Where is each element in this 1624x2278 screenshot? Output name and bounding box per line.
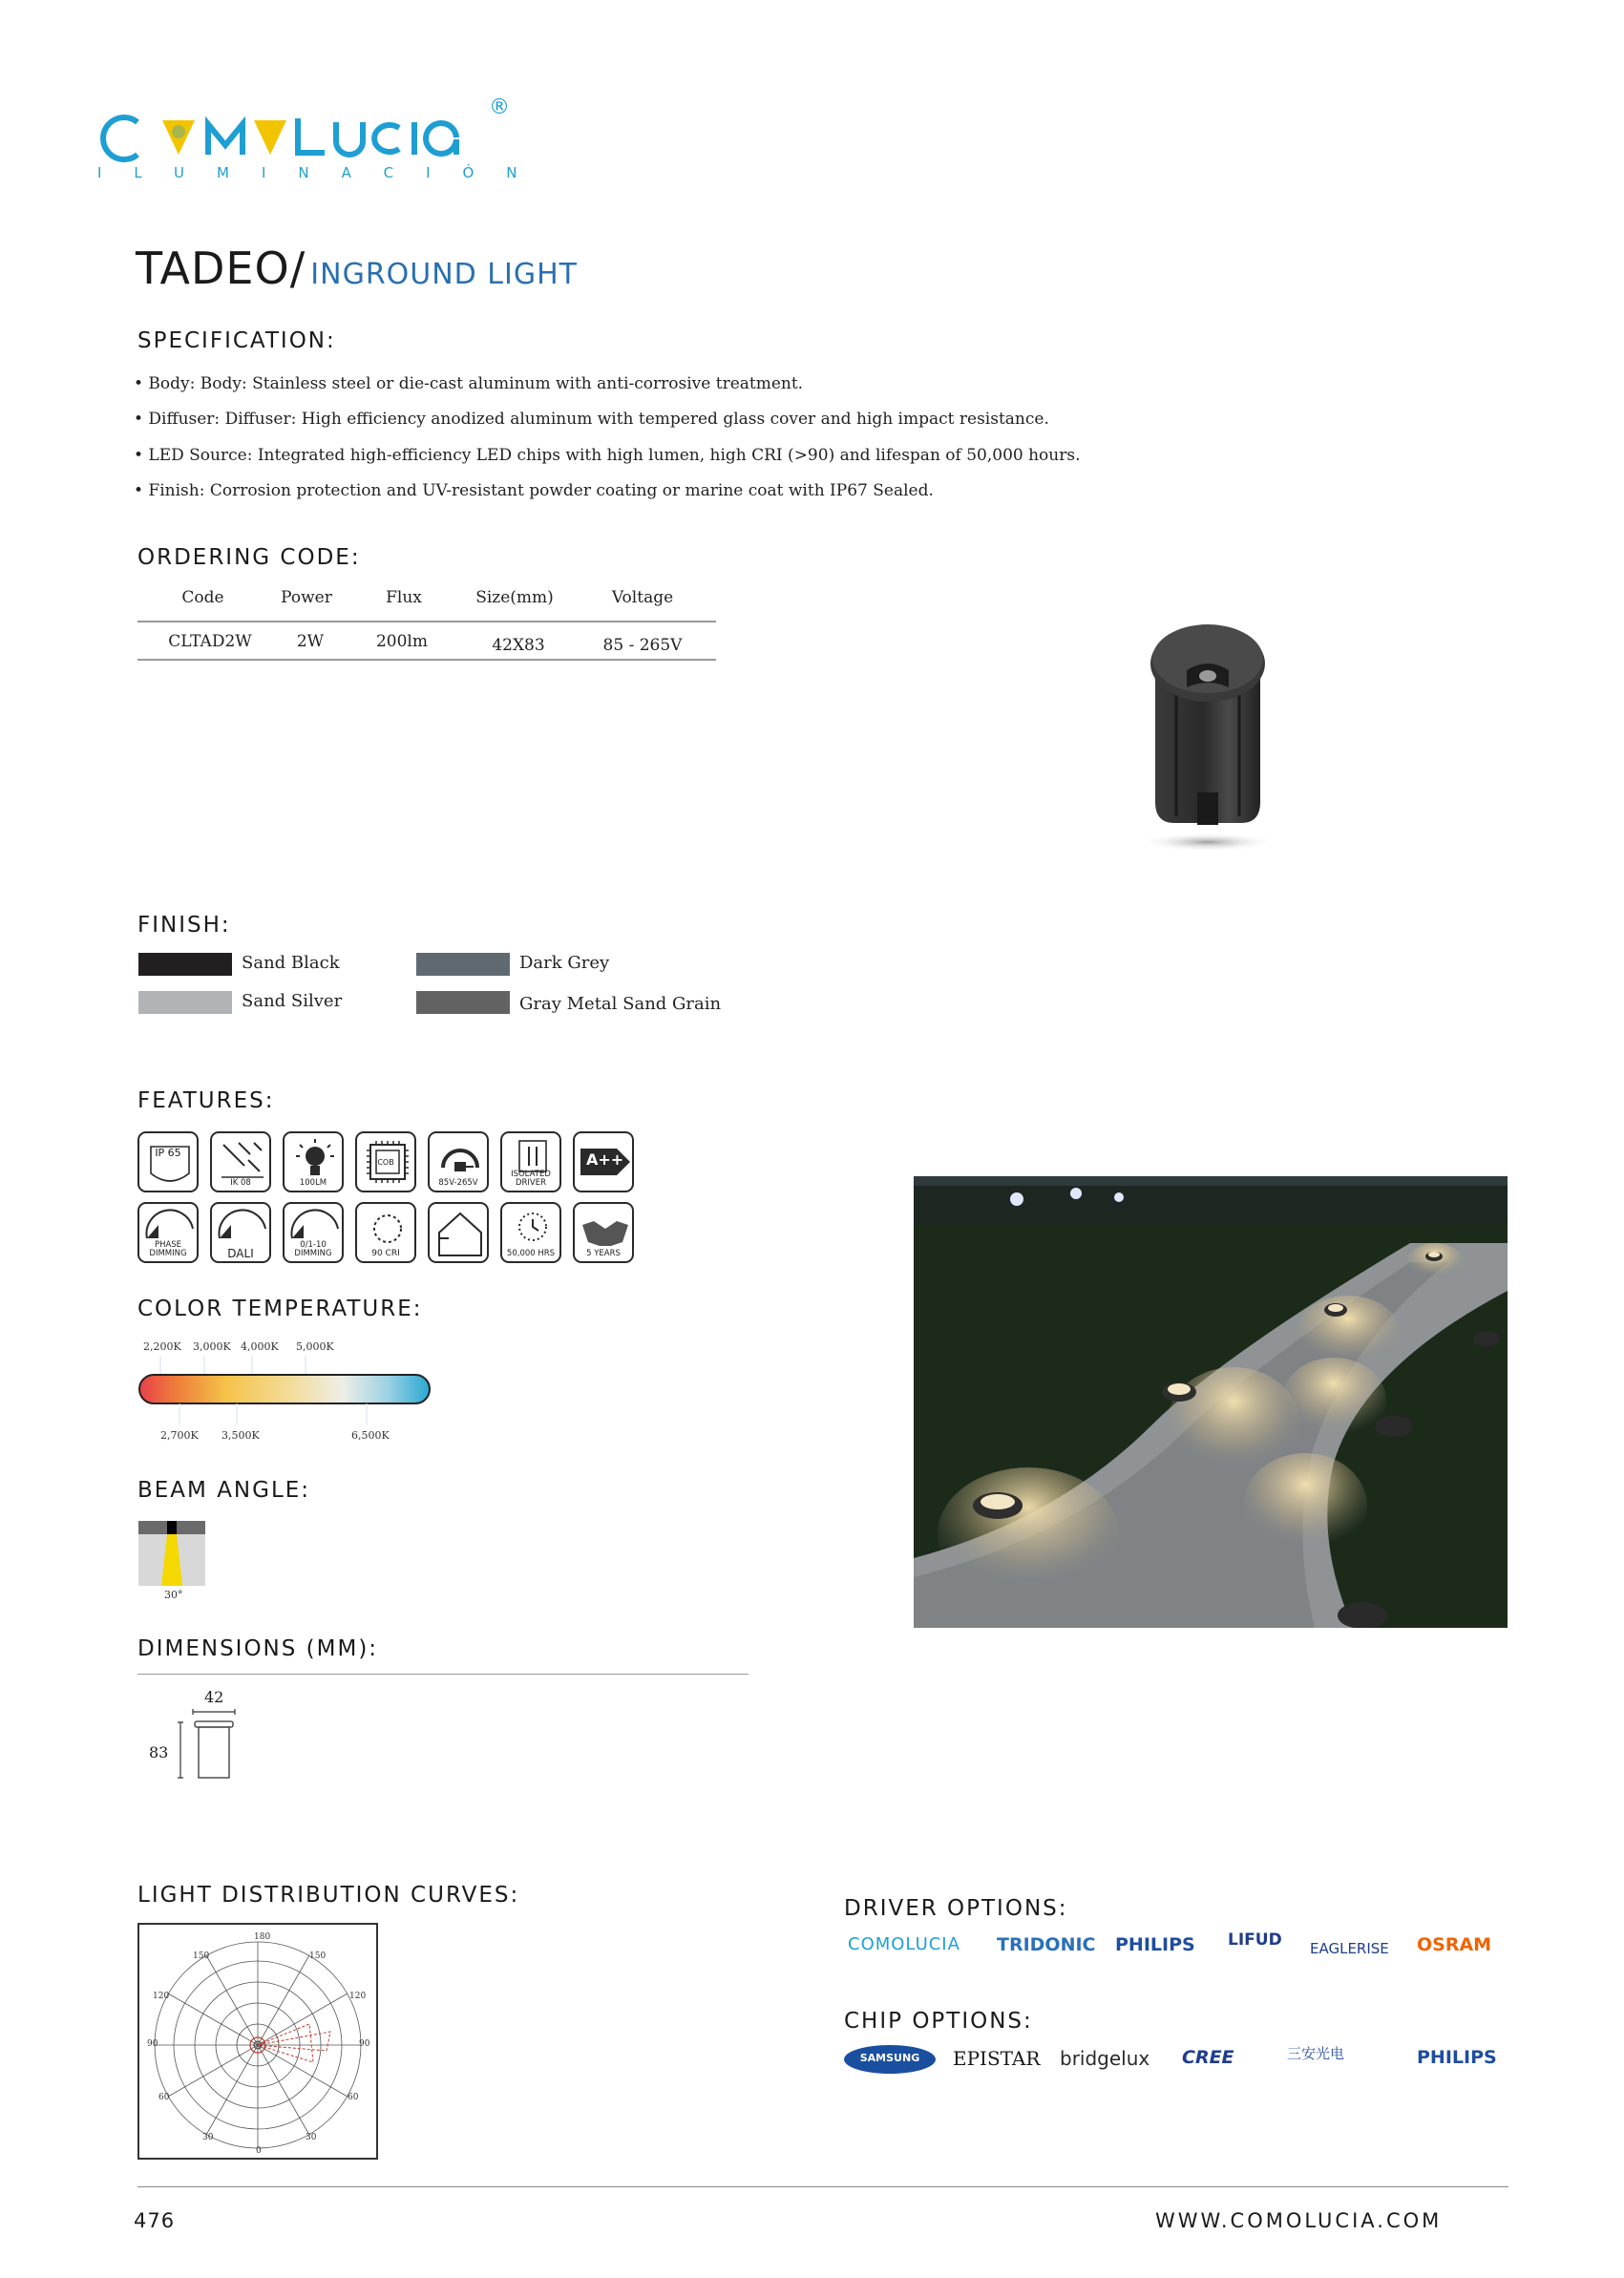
ct-bottom-label: 2,700K [160,1429,199,1442]
ordering-heading: ORDERING CODE: [137,545,361,570]
indoor-house-icon [428,1202,489,1263]
chip-logo-epistar: EPISTAR [953,2047,1041,2070]
polar-label: 90 [147,2039,158,2049]
polar-label: 120 [349,1992,367,2001]
chip-logo-philips: PHILIPS [1417,2047,1497,2068]
cri-label: 90 CRI [371,1249,400,1258]
finish-swatch [138,991,232,1014]
table-divider [137,621,716,622]
ip65-label: IP 65 [155,1147,181,1159]
warranty-label: 5 YEARS [586,1249,621,1258]
spec-line: • Finish: Corrosion protection and UV-resistant powder coating or marine coat with IP67 Sealed. [134,481,934,500]
driver-logo-osram: OSRAM [1417,1934,1492,1955]
finish-label: Gray Metal Sand Grain [519,994,722,1014]
ldc-heading: LIGHT DISTRIBUTION CURVES: [137,1883,520,1908]
polar-label: 150 [309,1951,327,1961]
registered-mark: ® [489,95,510,119]
polar-label: 60 [348,2093,359,2102]
driver-logo-philips: PHILIPS [1115,1934,1195,1955]
application-photo [914,1176,1508,1628]
spec-line: • Diffuser: Diffuser: High efficiency anodized aluminum with tempered glass cover and high impact resistance. [134,410,1049,429]
table-header: Voltage [611,588,674,607]
driver-logos [844,1930,1512,1978]
dimension-height-value: 83 [149,1743,169,1761]
chip-logo-bridgelux: bridgelux [1060,2047,1150,2070]
polar-label: 180 [254,1932,271,1942]
chip-logos [844,2041,1512,2089]
chip-heading: CHIP OPTIONS: [844,2009,1033,2034]
dimensions-divider [137,1674,749,1675]
table-cell: 200lm [375,632,428,651]
polar-label: 90 [359,2039,370,2049]
chip-logo-samsung: SAMSUNG [844,2045,936,2074]
phase-dimming-icon [137,1202,199,1263]
specification-heading: SPECIFICATION: [137,328,336,353]
isolated-driver-label: ISOLATED DRIVER [511,1170,551,1188]
finish-heading: FINISH: [137,913,231,938]
lumen-icon [283,1131,344,1192]
polar-label: 120 [153,1992,170,2001]
warranty-handshake-icon [573,1202,634,1263]
voltage-label: 85V-265V [438,1178,478,1188]
finish-label: Sand Silver [242,991,343,1011]
polar-label: 150 [193,1951,210,1961]
driver-logo-comolucia: COMOLUCIA [848,1934,960,1954]
cri-icon [355,1202,416,1263]
table-header: Code [181,588,224,607]
logo-tagline: ILUMINACIÓN [97,164,550,181]
driver-logo-eaglerise: EAGLERISE [1310,1940,1389,1957]
table-header: Power [281,588,332,607]
table-cell: CLTAD2W [168,632,252,651]
table-cell: 85 - 265V [602,636,683,655]
table-header: Flux [386,588,422,607]
dimension-width-value: 42 [204,1688,224,1706]
polar-curve-chart [137,1923,378,2160]
table-divider [137,659,716,661]
finish-swatch [416,953,510,976]
lifespan-icon [500,1202,561,1263]
ct-top-label: 5,000K [296,1340,334,1353]
polar-label: 60 [158,2093,170,2102]
analog-dimming-icon [283,1202,344,1263]
dimensions-heading: DIMENSIONS (MM): [137,1636,379,1661]
color-temp-heading: COLOR TEMPERATURE: [137,1297,423,1321]
spec-line: • LED Source: Integrated high-efficiency LED chips with high lumen, high CRI (>90) and lifespan of 50,000 hours. [134,446,1081,465]
polar-label: 0 [256,2146,262,2156]
energy-class-label: A++ [586,1150,624,1169]
ct-bottom-label: 3,500K [221,1429,260,1442]
spec-line: • Body: Body: Stainless steel or die-cast aluminum with anti-corrosive treatment. [134,374,804,393]
cob-chip-icon [355,1131,416,1192]
color-temp-bar [137,1356,433,1432]
ct-top-label: 2,200K [143,1340,181,1353]
cob-label: COB [377,1158,394,1167]
ct-top-label: 3,000K [193,1340,231,1353]
ct-bottom-label: 6,500K [351,1429,390,1442]
dali-label: DALI [227,1247,254,1260]
polar-label: 30 [306,2133,317,2142]
chip-logo-sanan: 三安光电 [1287,2045,1345,2062]
ik08-label: IK 08 [230,1178,251,1188]
impact-rating-icon [210,1131,271,1192]
lumen-label: 100LM [299,1178,327,1188]
product-image [1127,601,1289,859]
energy-class-icon [573,1131,634,1192]
driver-logo-lifud: LIFUD [1228,1930,1282,1950]
dali-icon [210,1202,271,1263]
footer-divider [137,2186,1508,2187]
analog-dimming-label: 0/1-10 DIMMING [294,1240,332,1258]
page-number: 476 [134,2209,176,2232]
product-category: INGROUND LIGHT [310,258,579,291]
isolated-driver-icon [500,1131,561,1192]
ct-top-label: 4,000K [241,1340,279,1353]
phase-dimming-label: PHASE DIMMING [149,1240,187,1258]
ip65-icon [137,1131,199,1192]
brand-logo [95,95,550,191]
polar-label: 30 [202,2133,214,2142]
beam-heading: BEAM ANGLE: [137,1478,311,1503]
finish-label: Sand Black [242,953,340,973]
beam-angle-diagram [138,1521,205,1586]
table-header: Size(mm) [475,588,554,607]
product-name: TADEO/ [136,243,306,294]
chip-logo-cree: CREE [1182,2047,1234,2068]
voltage-icon [428,1131,489,1192]
driver-logo-tridonic: TRIDONIC [997,1934,1096,1955]
finish-swatch [416,991,510,1014]
product-title [136,243,578,294]
finish-swatch [138,953,232,976]
dimension-drawing [172,1703,239,1782]
driver-heading: DRIVER OPTIONS: [844,1896,1068,1921]
table-cell: 42X83 [492,636,545,655]
beam-angle-value: 30° [164,1589,183,1601]
finish-label: Dark Grey [519,953,610,973]
lifespan-label: 50,000 HRS [506,1249,556,1258]
features-heading: FEATURES: [137,1088,275,1113]
website-link[interactable]: WWW.COMOLUCIA.COM [1155,2209,1443,2232]
table-cell: 2W [296,632,325,651]
